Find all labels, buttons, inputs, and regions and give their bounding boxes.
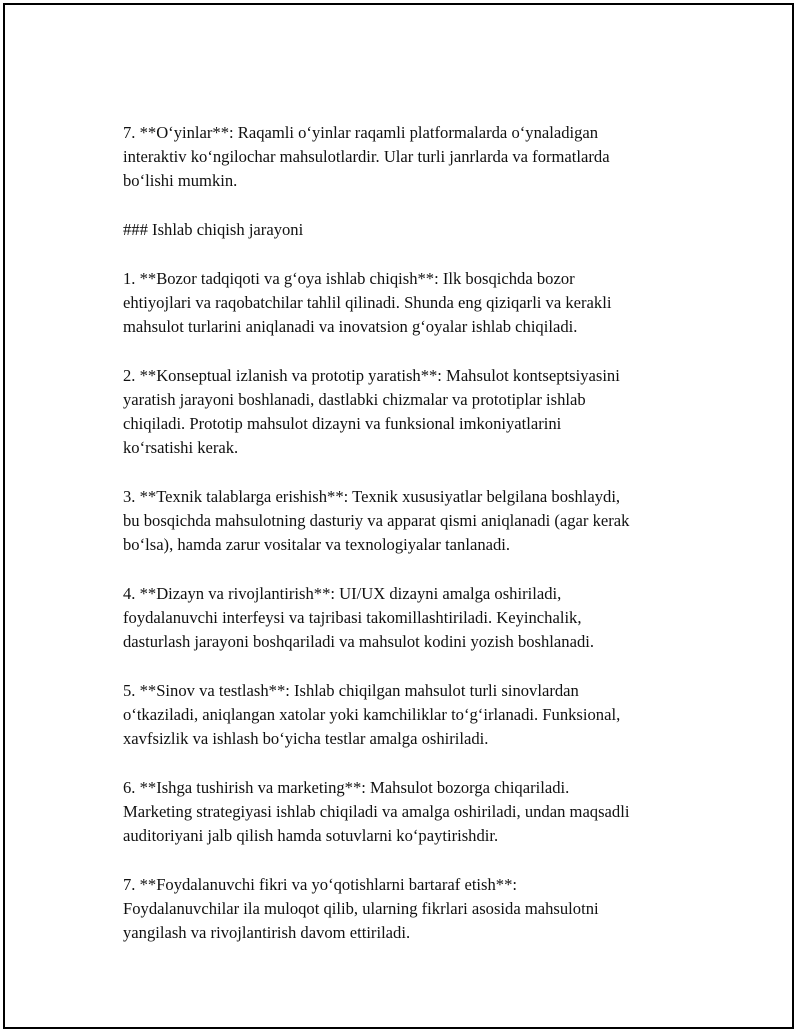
list-item-konseptual-izlanish <box>123 364 703 461</box>
text-line: o‘tkaziladi, aniqlangan xatolar yoki kamchiliklar to‘g‘irlanadi. Funksional, <box>123 705 621 724</box>
text-line: 3. **Texnik talablarga erishish**: Texnik xususiyatlar belgilana boshlaydi, <box>123 486 621 506</box>
section-heading <box>123 218 703 242</box>
text-line: bo‘lishi mumkin. <box>123 171 238 191</box>
text-line: 7. **Foydalanuvchi fikri va yo‘qotishlarni bartaraf etish**: <box>123 874 518 894</box>
text-line: ko‘rsatishi kerak. <box>123 438 239 458</box>
text-line: bu bosqichda mahsulotning dasturiy va apparat qismi aniqlanadi (agar kerak <box>123 511 630 530</box>
text-line: mahsulot turlarini aniqlanadi va inovatsion g‘oyalar ishlab chiqiladi. <box>123 317 578 336</box>
text-line: 4. **Dizayn va rivojlantirish**: UI/UX dizayni amalga oshiriladi, <box>123 583 562 603</box>
list-item-texnik-talablar <box>123 485 703 558</box>
list-item-dizayn <box>123 582 703 655</box>
text-line: auditoriyani jalb qilish hamda sotuvlarni ko‘paytirishdir. <box>123 826 499 846</box>
list-item-bozor-tadqiqoti <box>123 267 703 340</box>
page-frame <box>3 3 794 1029</box>
text-line: 6. **Ishga tushirish va marketing**: Mahsulot bozorga chiqariladi. <box>123 777 570 797</box>
heading-text: ### Ishlab chiqish jarayoni <box>123 220 304 239</box>
text-line: 1. **Bozor tadqiqoti va g‘oya ishlab chiqish**: Ilk bosqichda bozor <box>123 268 575 288</box>
list-item-sinov <box>123 679 703 752</box>
text-line: chiqiladi. Prototip mahsulot dizayni va funksional imkoniyatlarini <box>123 414 562 433</box>
text-line: yangilash va rivojlantirish davom ettiriladi. <box>123 923 411 943</box>
text-line: interaktiv ko‘ngilochar mahsulotlardir. Ular turli janrlarda va formatlarda <box>123 147 610 167</box>
text-line: xavfsizlik va ishlash bo‘yicha testlar amalga oshiriladi. <box>123 729 489 749</box>
list-item-ishga-tushirish <box>123 776 703 849</box>
text-line: dasturlash jarayoni boshqariladi va mahsulot kodini yozish boshlanadi. <box>123 632 594 652</box>
text-line: 7. **O‘yinlar**: Raqamli o‘yinlar raqamli platformalarda o‘ynaladigan <box>123 123 599 142</box>
text-line: Foydalanuvchilar ila muloqot qilib, ularning fikrlari asosida mahsulotni <box>123 899 599 918</box>
list-item-foydalanuvchi-fikri <box>123 873 703 946</box>
text-line: 5. **Sinov va testlash**: Ishlab chiqilgan mahsulot turli sinovlardan <box>123 680 579 700</box>
text-line: foydalanuvchi interfeysi va tajribasi takomillashtiriladi. Keyinchalik, <box>123 608 582 627</box>
list-item-oyinlar <box>123 121 703 194</box>
text-line: yaratish jarayoni boshlanadi, dastlabki chizmalar va prototiplar ishlab <box>123 389 586 409</box>
text-line: Marketing strategiyasi ishlab chiqiladi va amalga oshiriladi, undan maqsadli <box>123 802 630 821</box>
text-line: 2. **Konseptual izlanish va prototip yaratish**: Mahsulot kontseptsiyasini <box>123 365 620 385</box>
text-line: bo‘lsa), hamda zarur vositalar va texnologiyalar tanlanadi. <box>123 535 511 555</box>
text-line: ehtiyojlari va raqobatchilar tahlil qilinadi. Shunda eng qiziqarli va kerakli <box>123 292 612 312</box>
document-body <box>123 121 703 970</box>
